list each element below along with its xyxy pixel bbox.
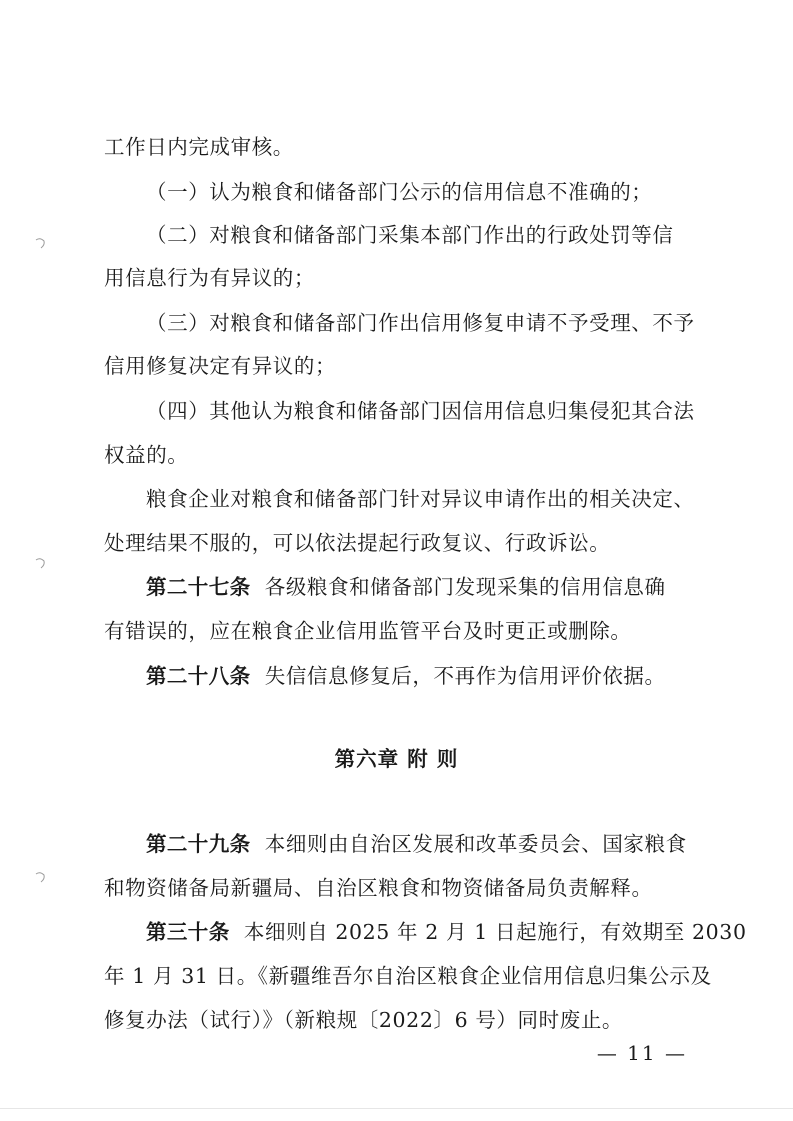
article-heading: 第二十七条 (146, 575, 251, 599)
paragraph-line: 用信息行为有异议的； (104, 266, 315, 290)
article-text: 修复办法（试行）》（新粮规〔2022〕6 号）同时废止。 (104, 1008, 624, 1032)
paragraph-line: （三）对粮食和储备部门作出信用修复申请不予受理、不予 (146, 311, 695, 335)
article-heading: 第二十九条 (146, 832, 251, 856)
article-30 (146, 918, 747, 946)
article-28 (146, 662, 689, 690)
paragraph-line: 工作日内完成审核。 (104, 135, 294, 159)
article-text: 本细则自 2025 年 2 月 1 日起施行，有效期至 2030 (243, 920, 747, 944)
article-27 (146, 573, 689, 601)
paragraph-line: 粮食企业对粮食和储备部门针对异议申请作出的相关决定、 (146, 487, 695, 511)
paragraph-line: 信用修复决定有异议的； (104, 354, 337, 378)
binding-hole-mark (33, 556, 47, 570)
article-text: 有错误的，应在粮食企业信用监管平台及时更正或删除。 (104, 619, 632, 643)
paragraph-line: 处理结果不服的，可以依法提起行政复议、行政诉讼。 (104, 531, 611, 555)
paragraph-line: （四）其他认为粮食和储备部门因信用信息归集侵犯其合法 (146, 399, 695, 423)
article-text: 和物资储备局新疆局、自治区粮食和物资储备局负责解释。 (104, 876, 653, 900)
article-text: 失信信息修复后，不再作为信用评价依据。 (264, 664, 666, 688)
article-text: 各级粮食和储备部门发现采集的信用信息确 (264, 575, 666, 599)
article-heading: 第二十八条 (146, 664, 251, 688)
binding-hole-mark (33, 870, 47, 884)
page-number: — 11 — (596, 1041, 687, 1065)
article-29 (146, 830, 689, 858)
binding-hole-mark (33, 236, 47, 250)
article-text: 本细则由自治区发展和改革委员会、国家粮食 (264, 832, 687, 856)
article-heading: 第三十条 (146, 920, 230, 944)
paragraph-line: （二）对粮食和储备部门采集本部门作出的行政处罚等信 (146, 223, 674, 247)
paragraph-line: （一）认为粮食和储备部门公示的信用信息不准确的； (146, 180, 653, 204)
article-text: 年 1 月 31 日。《新疆维吾尔自治区粮食企业信用信息归集公示及 (104, 964, 712, 988)
page-edge-divider (0, 1108, 793, 1109)
chapter-title: 第六章 附 则 (334, 747, 459, 771)
paragraph-line: 权益的。 (104, 443, 189, 467)
